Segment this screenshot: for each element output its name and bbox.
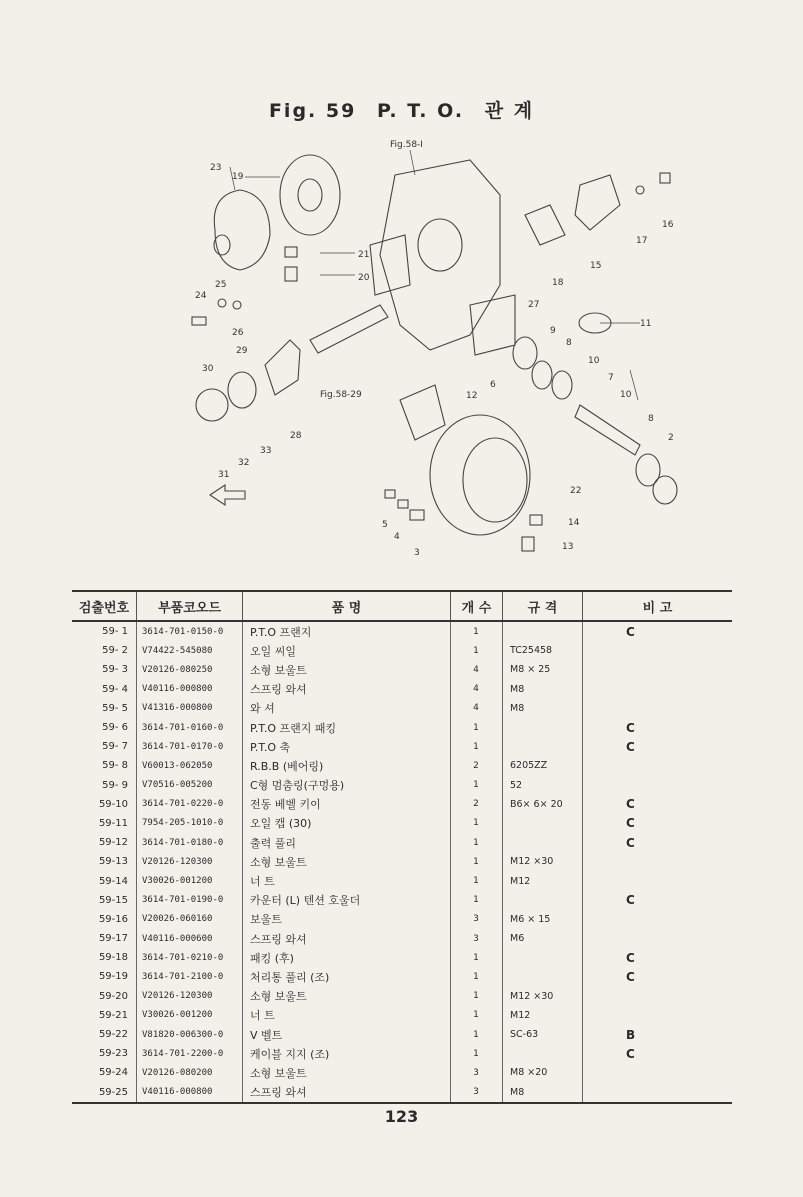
part-quantity: 1 <box>473 991 479 1002</box>
part-name: 전동 베벨 키이 <box>250 798 321 812</box>
part-spec: M6 <box>510 933 525 945</box>
bearing-8a <box>552 371 572 399</box>
pto-shaft-7 <box>575 405 640 455</box>
page-number: 123 <box>384 1107 419 1126</box>
diagram-labels <box>195 140 674 558</box>
part-quantity: 1 <box>473 971 479 982</box>
bearing-29 <box>228 372 256 408</box>
part-number: 59-16 <box>98 913 128 925</box>
part-code: V20126-080200 <box>142 1067 213 1078</box>
table-row <box>72 718 732 737</box>
table-row <box>72 891 732 910</box>
washer-5 <box>385 490 395 498</box>
flange-28 <box>265 340 300 395</box>
header-code: 부품코오드 <box>136 592 242 620</box>
input-shaft <box>310 305 388 353</box>
part-name: 스프링 와셔 <box>250 683 307 697</box>
table-row <box>72 948 732 967</box>
svg-text:10: 10 <box>620 390 632 400</box>
svg-text:21: 21 <box>358 250 370 260</box>
part-code: 3614-701-0210-0 <box>142 952 224 963</box>
part-quantity: 3 <box>473 914 479 925</box>
part-spec: M8 ×20 <box>510 1067 548 1079</box>
part-spec: M12 ×30 <box>510 990 554 1002</box>
table-row <box>72 814 732 833</box>
part-number: 59-19 <box>98 971 128 983</box>
part-quantity: 1 <box>473 895 479 906</box>
snap-ring-9 <box>532 361 552 389</box>
part-number: 59-13 <box>98 856 128 868</box>
bolt-20 <box>285 267 297 281</box>
svg-text:15: 15 <box>590 261 602 271</box>
part-number: 59-10 <box>98 798 128 810</box>
part-name: C형 멈춤링(구멍용) <box>250 779 345 793</box>
part-note: C <box>626 816 635 831</box>
washer-17 <box>636 186 644 194</box>
bolt-13 <box>522 537 534 551</box>
part-name: 보울트 <box>250 913 282 927</box>
part-name: P.T.O 프랜지 <box>250 625 312 639</box>
part-number: 59-11 <box>98 817 128 829</box>
svg-text:28: 28 <box>290 431 302 441</box>
part-spec: M8 <box>510 1086 525 1098</box>
table-row <box>72 1063 732 1082</box>
bolt-24 <box>192 317 206 325</box>
part-name: 소형 보울트 <box>250 990 307 1004</box>
part-quantity: 1 <box>473 952 479 963</box>
part-name: 카운터 (L) 텐션 호울더 <box>250 894 361 908</box>
part-spec: TC25458 <box>510 645 553 657</box>
table-row <box>72 833 732 852</box>
part-number: 59- 4 <box>102 683 128 695</box>
table-row <box>72 641 732 660</box>
housing-bearing-bore <box>418 219 462 271</box>
part-number: 59-14 <box>98 875 128 887</box>
header-number: 검출번호 <box>78 600 130 616</box>
flange-1 <box>400 385 445 440</box>
svg-text:29: 29 <box>236 346 248 356</box>
svg-text:2: 2 <box>668 433 674 443</box>
part-code: 3614-701-0170-0 <box>142 741 224 752</box>
figure-name: P. T. O. <box>376 100 465 122</box>
table-row <box>72 987 732 1006</box>
bolt-3 <box>410 510 424 520</box>
table-row <box>72 680 732 699</box>
part-code: V40116-000600 <box>142 933 213 944</box>
part-quantity: 3 <box>473 933 479 944</box>
part-code: 3614-701-0190-0 <box>142 895 224 906</box>
table-row <box>72 967 732 986</box>
bevel-gear-27 <box>513 337 537 369</box>
table-row <box>72 910 732 929</box>
svg-text:8: 8 <box>648 414 654 424</box>
washer-26 <box>233 301 241 309</box>
part-quantity: 1 <box>473 741 479 752</box>
table-body <box>72 622 732 1102</box>
table-row <box>72 852 732 871</box>
svg-text:12: 12 <box>466 391 478 401</box>
part-note: C <box>626 624 635 639</box>
part-number: 59-25 <box>98 1086 128 1098</box>
figure-title <box>0 96 803 123</box>
gear-housing <box>380 160 500 350</box>
svg-text:32: 32 <box>238 458 250 468</box>
part-quantity: 1 <box>473 1010 479 1021</box>
bearing-8b <box>636 454 660 486</box>
part-number: 59- 5 <box>102 702 128 714</box>
exploded-parts-diagram <box>170 135 710 565</box>
part-number: 59- 9 <box>102 779 128 791</box>
table-row <box>72 1006 732 1025</box>
svg-text:31: 31 <box>218 470 230 480</box>
part-number: 59- 2 <box>102 645 128 657</box>
parts-table <box>72 590 732 1102</box>
part-quantity: 4 <box>473 684 479 695</box>
part-code: V41316-000800 <box>142 703 213 714</box>
part-number: 59-21 <box>98 1009 128 1021</box>
part-name: V 벨트 <box>250 1028 283 1042</box>
svg-text:5: 5 <box>382 520 388 530</box>
svg-text:25: 25 <box>215 280 227 290</box>
svg-text:13: 13 <box>562 542 574 552</box>
table-bottom-rule <box>72 1102 732 1104</box>
oil-seal-2 <box>653 476 677 504</box>
figure-suffix: 관 계 <box>484 100 535 122</box>
svg-text:26: 26 <box>232 328 244 338</box>
table-row <box>72 795 732 814</box>
svg-text:3: 3 <box>414 548 420 558</box>
nut-14 <box>530 515 542 525</box>
svg-text:7: 7 <box>608 373 614 383</box>
packing-18 <box>525 205 565 245</box>
part-note: C <box>626 720 635 735</box>
part-code: V70516-005200 <box>142 780 213 791</box>
cover-15 <box>575 175 620 230</box>
part-number: 59-22 <box>98 1029 128 1041</box>
part-code: V30026-001200 <box>142 1010 213 1021</box>
figure-number: Fig. 59 <box>268 100 357 122</box>
svg-text:4: 4 <box>394 532 400 542</box>
part-number: 59-12 <box>98 837 128 849</box>
part-note: C <box>626 797 635 812</box>
part-note: C <box>626 835 635 850</box>
table-row <box>72 929 732 948</box>
svg-text:19: 19 <box>232 172 244 182</box>
part-code: 3614-701-0160-0 <box>142 722 224 733</box>
part-quantity: 4 <box>473 703 479 714</box>
nut-21 <box>285 247 297 257</box>
svg-text:23: 23 <box>210 163 222 173</box>
part-quantity: 1 <box>473 856 479 867</box>
part-code: 3614-701-0180-0 <box>142 837 224 848</box>
part-code: V20126-120300 <box>142 991 213 1002</box>
part-quantity: 2 <box>473 799 479 810</box>
table-row <box>72 660 732 679</box>
svg-text:9: 9 <box>550 326 556 336</box>
table-row <box>72 699 732 718</box>
part-name: 패킹 (후) <box>250 951 294 965</box>
part-spec: B6× 6× 20 <box>510 798 563 810</box>
part-name: 처리통 풀리 (조) <box>250 970 330 984</box>
pulley-19 <box>280 155 340 235</box>
part-name: 오일 캡 (30) <box>250 817 312 831</box>
part-number: 59-15 <box>98 894 128 906</box>
washer-4 <box>398 500 408 508</box>
part-quantity: 2 <box>473 760 479 771</box>
part-note: C <box>626 1046 635 1061</box>
table-row <box>72 737 732 756</box>
part-code: 3614-701-0150-0 <box>142 626 224 637</box>
svg-text:Fig.58-29: Fig.58-29 <box>320 390 362 400</box>
packing-6 <box>470 295 515 355</box>
part-name: 오일 씨일 <box>250 644 297 658</box>
part-spec: M8 <box>510 702 525 714</box>
part-spec: M6 × 15 <box>510 913 551 925</box>
part-number: 59-23 <box>98 1048 128 1060</box>
svg-text:24: 24 <box>195 291 207 301</box>
part-number: 59- 7 <box>102 741 128 753</box>
part-quantity: 1 <box>473 780 479 791</box>
table-row <box>72 756 732 775</box>
table-row <box>72 1044 732 1063</box>
svg-text:Fig.58-I: Fig.58-I <box>390 140 423 150</box>
part-name: 케이블 지지 (조) <box>250 1047 330 1061</box>
svg-text:27: 27 <box>528 300 540 310</box>
part-spec: M8 × 25 <box>510 664 551 676</box>
part-spec: 52 <box>510 779 523 791</box>
bolt-16 <box>660 173 670 183</box>
part-quantity: 3 <box>473 1087 479 1098</box>
svg-text:30: 30 <box>202 364 214 374</box>
part-quantity: 3 <box>473 1067 479 1078</box>
svg-text:10: 10 <box>588 356 600 366</box>
part-number: 59-18 <box>98 952 128 964</box>
part-name: 스프링 와셔 <box>250 932 307 946</box>
part-code: V74422-545080 <box>142 645 213 656</box>
part-number: 59-20 <box>98 990 128 1002</box>
part-name: P.T.O 프랜지 패킹 <box>250 721 337 735</box>
part-number: 59- 8 <box>102 760 128 772</box>
part-quantity: 1 <box>473 876 479 887</box>
snap-ring-30 <box>196 389 228 421</box>
header-note: 비 고 <box>582 592 732 620</box>
part-quantity: 4 <box>473 664 479 675</box>
svg-text:16: 16 <box>662 220 674 230</box>
part-spec: 6205ZZ <box>510 760 548 772</box>
part-note: B <box>626 1027 636 1042</box>
part-code: V60013-062050 <box>142 760 213 771</box>
table-row <box>72 871 732 890</box>
part-name: 소형 보울트 <box>250 1066 307 1080</box>
part-quantity: 1 <box>473 818 479 829</box>
part-name: 와 셔 <box>250 702 275 716</box>
svg-text:20: 20 <box>358 273 370 283</box>
part-spec: M8 <box>510 683 525 695</box>
part-name: 소형 보울트 <box>250 855 307 869</box>
part-name: P.T.O 축 <box>250 740 291 754</box>
table-row <box>72 622 732 641</box>
part-number: 59-17 <box>98 933 128 945</box>
part-code: V20126-120300 <box>142 856 213 867</box>
part-code: V40116-000800 <box>142 1087 213 1098</box>
table-row <box>72 1025 732 1044</box>
table-row <box>72 776 732 795</box>
part-code: 7954-205-1010-0 <box>142 818 224 829</box>
part-code: 3614-701-0220-0 <box>142 799 224 810</box>
part-spec: SC-63 <box>510 1029 539 1041</box>
table-header <box>72 590 732 622</box>
part-code: 3614-701-2200-0 <box>142 1048 224 1059</box>
part-spec: M12 <box>510 1009 531 1021</box>
svg-text:11: 11 <box>640 319 652 329</box>
cover-23 <box>214 190 270 270</box>
part-quantity: 1 <box>473 1029 479 1040</box>
header-spec: 규 격 <box>502 592 582 620</box>
part-code: V81820-006300-0 <box>142 1029 224 1040</box>
part-note: C <box>626 950 635 965</box>
part-spec: M12 <box>510 875 531 887</box>
part-number: 59- 3 <box>102 664 128 676</box>
washer-25 <box>218 299 226 307</box>
part-quantity: 1 <box>473 626 479 637</box>
part-code: V20026-060160 <box>142 914 213 925</box>
table-row <box>72 1083 732 1102</box>
part-number: 59- 6 <box>102 722 128 734</box>
part-quantity: 1 <box>473 1048 479 1059</box>
svg-text:6: 6 <box>490 380 496 390</box>
header-quantity: 개 수 <box>450 592 502 620</box>
part-name: 소형 보울트 <box>250 663 307 677</box>
part-note: C <box>626 893 635 908</box>
svg-text:17: 17 <box>636 236 648 246</box>
part-code: V30026-001200 <box>142 876 213 887</box>
part-quantity: 1 <box>473 645 479 656</box>
part-note: C <box>626 739 635 754</box>
part-name: 너 트 <box>250 875 275 889</box>
header-name: 품 명 <box>242 592 450 620</box>
part-note: C <box>626 969 635 984</box>
part-number: 59- 1 <box>102 626 128 638</box>
part-name: 너 트 <box>250 1009 275 1023</box>
part-code: V40116-000800 <box>142 684 213 695</box>
svg-text:8: 8 <box>566 338 572 348</box>
svg-text:14: 14 <box>568 518 580 528</box>
svg-text:33: 33 <box>260 446 272 456</box>
part-quantity: 1 <box>473 837 479 848</box>
direction-arrow-icon <box>210 485 245 505</box>
part-spec: M12 ×30 <box>510 856 554 868</box>
housing-flange <box>370 235 410 295</box>
part-name: R.B.B (베어링) <box>250 759 324 773</box>
part-quantity: 1 <box>473 722 479 733</box>
part-code: V20126-080250 <box>142 664 213 675</box>
svg-text:22: 22 <box>570 486 582 496</box>
part-code: 3614-701-2100-0 <box>142 971 224 982</box>
part-name: 출력 풀리 <box>250 836 297 850</box>
part-name: 스프링 와셔 <box>250 1086 307 1100</box>
part-number: 59-24 <box>98 1067 128 1079</box>
svg-text:18: 18 <box>552 278 564 288</box>
